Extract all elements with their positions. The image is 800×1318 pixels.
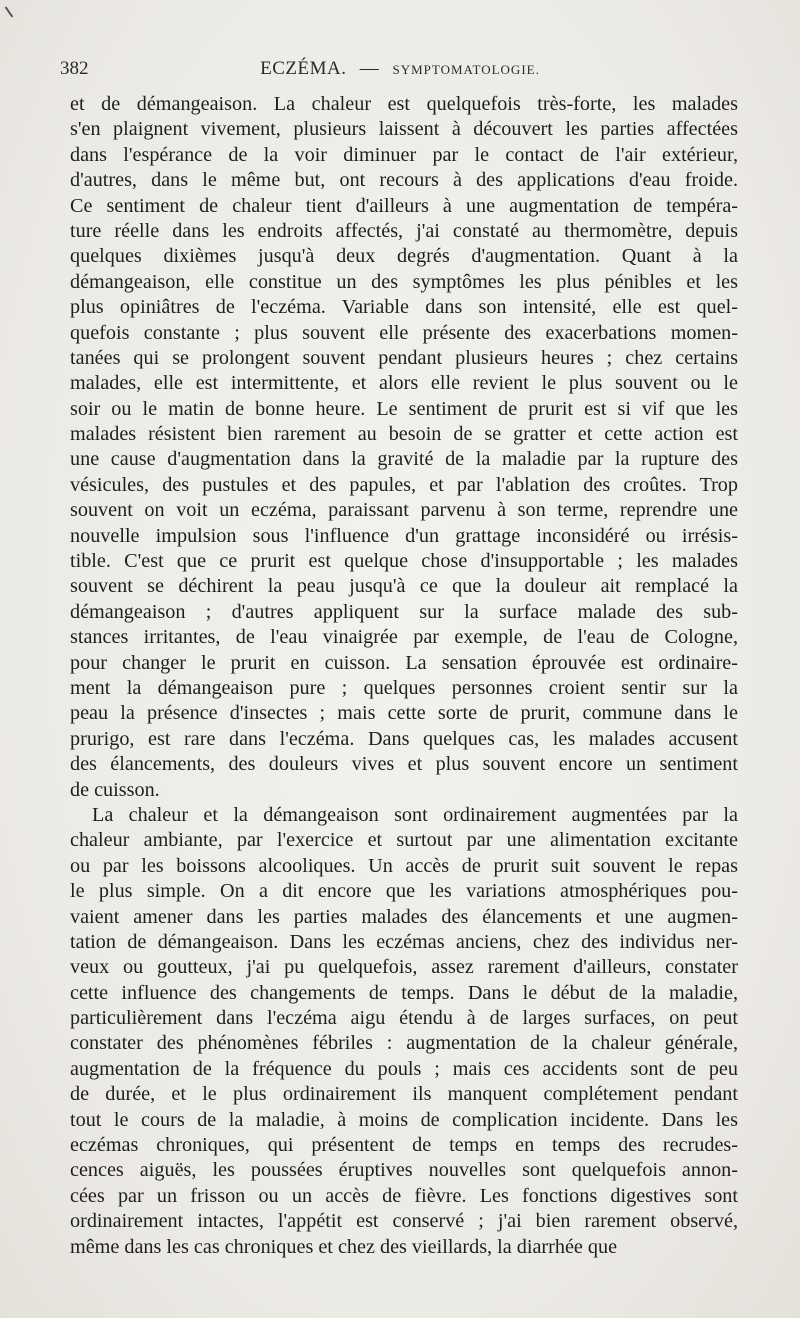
text-line: d'autres, dans le même but, ont recours à des applications d'eau froide. bbox=[70, 169, 738, 192]
text-line: cées par un frisson ou un accès de fièvre. Les fonctions digestives sont bbox=[70, 1184, 738, 1207]
text-line: de durée, et le plus ordinairement ils manquent complétement pendant bbox=[70, 1083, 738, 1106]
text-line: eczémas chroniques, qui présentent de temps en temps des recrudes- bbox=[70, 1134, 738, 1157]
paragraph bbox=[70, 92, 738, 803]
text-line: souvent on voit un eczéma, paraissant parvenu à son terme, reprendre une bbox=[70, 499, 738, 522]
text-line: et de démangeaison. La chaleur est quelquefois très-forte, les malades bbox=[70, 93, 738, 115]
text-line: vaient amener dans les parties malades des élancements et une augmen- bbox=[70, 905, 738, 928]
text-line: augmentation de la fréquence du pouls ; mais ces accidents sont de peu bbox=[70, 1057, 738, 1080]
text-line: démangeaison ; d'autres appliquent sur la surface malade des sub- bbox=[70, 600, 738, 623]
text-line: stances irritantes, de l'eau vinaigrée par exemple, de l'eau de Cologne, bbox=[70, 626, 738, 649]
text-line: ment la démangeaison pure ; quelques personnes croient sentir sur la bbox=[70, 676, 738, 699]
text-line: une cause d'augmentation dans la gravité de la maladie par la rupture des bbox=[70, 448, 738, 471]
text-line: nouvelle impulsion sous l'influence d'un grattage inconsidéré ou irrésis- bbox=[70, 524, 738, 547]
text-line: tation de démangeaison. Dans les eczémas anciens, chez des individus ner- bbox=[70, 930, 738, 953]
text-line: tanées qui se prolongent souvent pendant plusieurs heures ; chez certains bbox=[70, 346, 738, 369]
text-line: malades résistent bien rarement au besoin de se gratter et cette action est bbox=[70, 423, 738, 446]
text-line: souvent se déchirent la peau jusqu'à ce que la douleur ait remplacé la bbox=[70, 575, 738, 598]
text-line: démangeaison, elle constitue un des symptômes les plus pénibles et les bbox=[70, 270, 738, 293]
text-line: quelques dixièmes jusqu'à deux degrés d'augmentation. Quant à la bbox=[70, 245, 738, 268]
text-line: ordinairement intactes, l'appétit est conservé ; j'ai bien rarement observé, bbox=[70, 1210, 738, 1233]
paragraph bbox=[70, 803, 738, 1260]
text-line: vésicules, des pustules et des papules, et par l'ablation des croûtes. Trop bbox=[70, 473, 738, 496]
body-text bbox=[70, 92, 738, 1260]
running-head bbox=[60, 58, 740, 80]
text-line: cette influence des changements de temps. Dans le début de la maladie, bbox=[70, 981, 738, 1004]
text-line: ou par les boissons alcooliques. Un accès de prurit suit souvent le repas bbox=[70, 854, 738, 877]
running-head-title: ECZÉMA. bbox=[260, 58, 347, 79]
text-line: prurigo, est rare dans l'eczéma. Dans quelques cas, les malades accusent bbox=[70, 727, 738, 750]
text-line: veux ou goutteux, j'ai pu quelquefois, assez rarement d'ailleurs, constater bbox=[70, 956, 738, 979]
running-head-separator: — bbox=[359, 58, 380, 79]
text-line: ture réelle dans les endroits affectés, j'ai constaté au thermomètre, depuis bbox=[70, 219, 738, 242]
text-line: tout le cours de la maladie, à moins de complication incidente. Dans les bbox=[70, 1108, 738, 1131]
running-head-subtitle: SYMPTOMATOLOGIE. bbox=[392, 62, 540, 77]
text-line: même dans les cas chroniques et chez des vieillards, la diarrhée que bbox=[70, 1235, 618, 1258]
text-line: malades, elle est intermittente, et alors elle revient le plus souvent ou le bbox=[70, 372, 738, 395]
text-line: de cuisson. bbox=[70, 778, 160, 801]
page-number: 382 bbox=[60, 58, 89, 79]
text-line: constater des phénomènes fébriles : augmentation de la chaleur générale, bbox=[70, 1032, 738, 1055]
page-header bbox=[60, 58, 740, 86]
text-line: s'en plaignent vivement, plusieurs laissent à découvert les parties affectées bbox=[70, 118, 738, 141]
text-line: Ce sentiment de chaleur tient d'ailleurs à une augmentation de tempéra- bbox=[70, 194, 738, 217]
text-line: quefois constante ; plus souvent elle présente des exacerbations momen- bbox=[70, 321, 738, 344]
text-line: chaleur ambiante, par l'exercice et surtout par une alimentation excitante bbox=[70, 829, 738, 852]
text-line: pour changer le prurit en cuisson. La sensation éprouvée est ordinaire- bbox=[70, 651, 738, 674]
text-line: cences aiguës, les poussées éruptives nouvelles sont quelquefois annon- bbox=[70, 1159, 738, 1182]
text-line: particulièrement dans l'eczéma aigu étendu à de larges surfaces, on peut bbox=[70, 1007, 738, 1030]
text-line: soir ou le matin de bonne heure. Le sentiment de prurit est si vif que les bbox=[70, 397, 738, 420]
text-line: La chaleur et la démangeaison sont ordinairement augmentées par la bbox=[92, 803, 738, 826]
text-line: dans l'espérance de la voir diminuer par le contact de l'air extérieur, bbox=[70, 143, 738, 166]
text-line: tible. C'est que ce prurit est quelque chose d'insupportable ; les malades bbox=[70, 550, 738, 573]
scan-corner-mark bbox=[5, 7, 14, 18]
text-line: plus opiniâtres de l'eczéma. Variable dans son intensité, elle est quel- bbox=[70, 296, 738, 319]
text-line: des élancements, des douleurs vives et plus souvent encore un sentiment bbox=[70, 753, 738, 776]
text-line: peau la présence d'insectes ; mais cette sorte de prurit, commune dans le bbox=[70, 702, 738, 725]
text-line: le plus simple. On a dit encore que les variations atmosphériques pou- bbox=[70, 880, 738, 903]
